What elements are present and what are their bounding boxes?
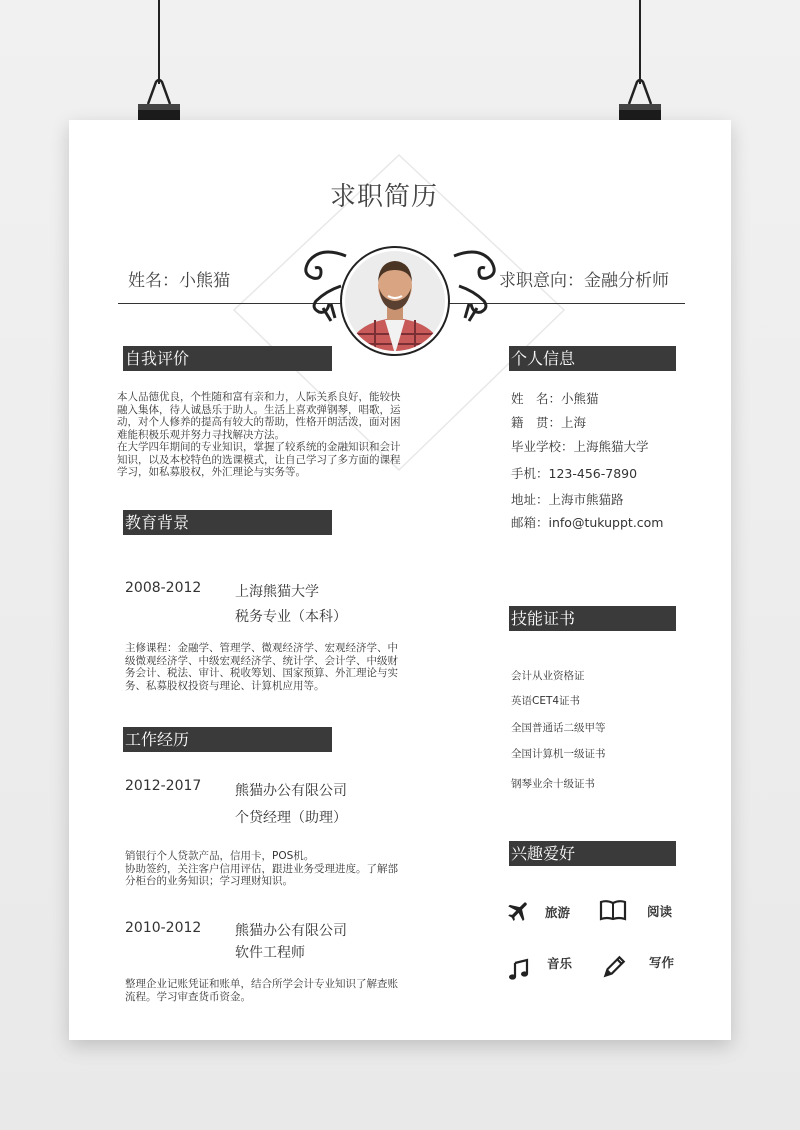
self-evaluation-text xyxy=(117,391,427,479)
text-line: 融入集体，待人诚恳乐于助人。生活上喜欢弹钢琴，唱歌，运 xyxy=(117,403,401,416)
text-line: 务会计、税法、审计、税收筹划、国家预算、外汇理论与实 xyxy=(125,667,398,679)
hobby-label: 阅读 xyxy=(647,904,673,919)
text-line: 务、私募股权投资与理论、计算机应用等。 xyxy=(125,679,325,692)
personal-name: 姓 名：小熊猫 xyxy=(511,391,599,406)
skill-item: 全国普通话二级甲等 xyxy=(511,722,606,734)
text-line: 动，对个人修养的提高有较大的帮助，性格开朗活泼，面对困 xyxy=(117,416,401,428)
personal-email: 邮箱：info@tukuppt.com xyxy=(511,515,664,530)
name-header: 姓名：小熊猫 xyxy=(128,271,230,291)
skill-item: 全国计算机一级证书 xyxy=(511,748,606,760)
personal-phone: 手机：123-456-7890 xyxy=(511,466,638,481)
work-period: 2010-2012 xyxy=(125,920,202,936)
personal-hometown: 籍 贯：上海 xyxy=(511,415,587,430)
ornament-right-icon xyxy=(449,246,499,326)
text-line: 协助签约，关注客户信用评估，跟进业务受理进度。了解部 xyxy=(125,862,398,875)
airplane-icon xyxy=(506,898,532,924)
music-note-icon xyxy=(507,958,531,982)
hobby-label: 旅游 xyxy=(545,905,571,920)
work-description xyxy=(125,850,425,888)
text-line: 在大学四年期间的专业知识，掌握了较系统的金融知识和会计 xyxy=(117,441,401,453)
education-courses xyxy=(125,642,425,692)
section-hobbies: 兴趣爱好 xyxy=(509,841,676,866)
education-school: 上海熊猫大学 xyxy=(235,584,319,600)
education-major: 税务专业（本科） xyxy=(235,609,347,625)
work-company: 熊猫办公有限公司 xyxy=(235,783,347,799)
text-line: 销银行个人贷款产品，信用卡，POS机。 xyxy=(125,850,315,862)
text-line: 知识，以及本校特色的选课模式，让自己学习了多方面的课程 xyxy=(117,453,401,466)
skill-item: 英语CET4证书 xyxy=(511,695,581,707)
text-line: 难能积极乐观并努力寻找解决方法。 xyxy=(117,428,285,441)
text-line: 整理企业记账凭证和账单，结合所学会计专业知识了解查账 xyxy=(125,978,398,990)
skill-item: 钢琴业余十级证书 xyxy=(511,778,595,790)
section-work-experience: 工作经历 xyxy=(123,727,332,752)
work-period: 2012-2017 xyxy=(125,778,202,794)
section-education: 教育背景 xyxy=(123,510,332,535)
avatar xyxy=(335,244,455,358)
page-title: 求职简历 xyxy=(330,182,439,212)
pencil-icon xyxy=(601,954,627,980)
text-line: 级微观经济学、中级宏观经济学、统计学、会计学、中级财 xyxy=(125,654,398,667)
text-line: 学习，如私募股权，外汇理论与实务等。 xyxy=(117,466,306,478)
personal-school: 毕业学校：上海熊猫大学 xyxy=(511,439,649,454)
work-role: 软件工程师 xyxy=(235,945,305,961)
section-personal-info: 个人信息 xyxy=(509,346,676,371)
job-intent-header: 求职意向：金融分析师 xyxy=(499,271,669,291)
text-line: 分柜台的业务知识；学习理财知识。 xyxy=(125,875,293,887)
education-period: 2008-2012 xyxy=(125,580,202,596)
work-role: 个贷经理（助理） xyxy=(235,810,347,826)
section-skills: 技能证书 xyxy=(509,606,676,631)
work-company: 熊猫办公有限公司 xyxy=(235,923,347,939)
resume-paper xyxy=(69,120,731,1040)
hanging-wire-left xyxy=(158,0,160,84)
skill-item: 会计从业资格证 xyxy=(511,670,585,682)
hanging-wire-right xyxy=(639,0,641,84)
book-icon xyxy=(599,899,627,921)
hobby-label: 音乐 xyxy=(547,956,573,971)
hobby-label: 写作 xyxy=(649,955,675,970)
personal-address: 地址：上海市熊猫路 xyxy=(511,492,624,507)
section-self-evaluation: 自我评价 xyxy=(123,346,332,371)
work-description xyxy=(125,978,425,1003)
text-line: 主修课程：金融学、管理学、微观经济学、宏观经济学、中 xyxy=(125,642,398,654)
text-line: 本人品德优良，个性随和富有亲和力，人际关系良好，能较快 xyxy=(117,391,401,403)
text-line: 流程。学习审查货币资金。 xyxy=(125,990,251,1003)
